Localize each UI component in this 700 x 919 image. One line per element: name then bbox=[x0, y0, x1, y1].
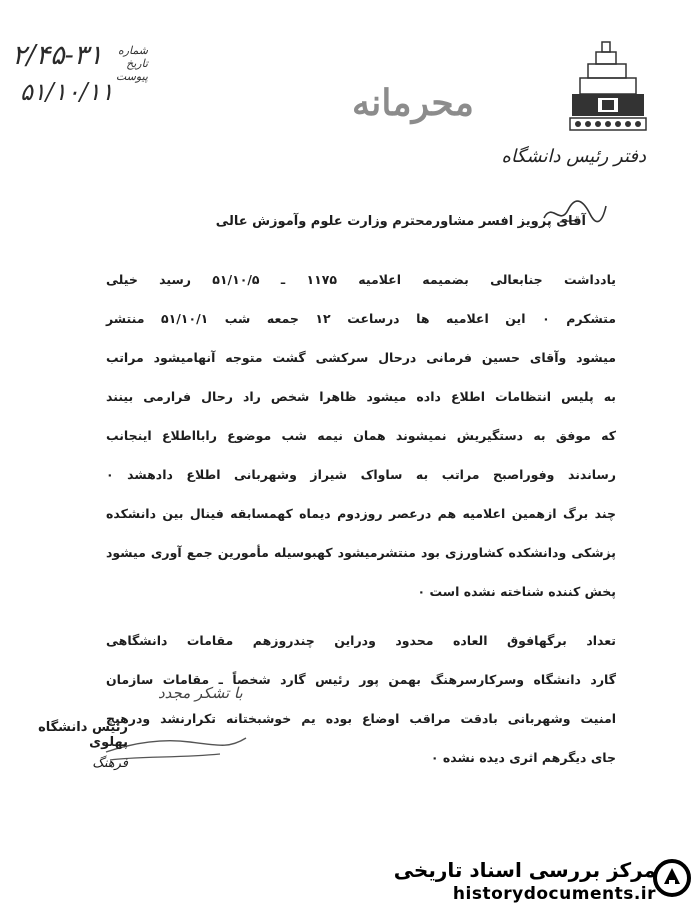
signer-name: فرهنگ bbox=[92, 756, 128, 771]
university-emblem-icon bbox=[568, 40, 648, 132]
office-name: دفتر رئیس دانشگاه bbox=[501, 146, 646, 167]
body-line: متشکرم ۰ این اعلامیه ها درساعت ۱۲ جمعه شب ۵۱/۱۰/۱ منتشر bbox=[106, 311, 617, 326]
body-line: پخش کننده شناخته نشده است ۰ bbox=[417, 584, 616, 599]
body-line: جای دیگرهم اثری دیده نشده ۰ bbox=[430, 750, 616, 765]
body-line: امنیت وشهربانی بادقت مراقب اوضاع بوده یم خوشبختانه تکرارنشد ودرهیچ bbox=[106, 711, 616, 726]
body-line: چند برگ ازهمین اعلامیه هم درعصر روزدوم دیماه کهمسابقه فینال بین دانشکده bbox=[106, 506, 616, 521]
body-line: یادداشت جنابعالی بضمیمه اعلامیه ۱۱۷۵ ـ ۵۱/۱۰/۵ رسید خیلی bbox=[106, 272, 616, 287]
confidential-stamp: محرمانه bbox=[352, 82, 474, 124]
label-date: تاریخ bbox=[126, 57, 148, 70]
body-line: که موفق به دستگیریش نمیشوند همان نیمه شب موضوع رابااطلاع اینجانب bbox=[106, 428, 616, 443]
watermark-title: مرکز بررسی اسناد تاریخی bbox=[393, 858, 656, 882]
signer-block bbox=[38, 720, 128, 771]
body-line: پزشکی ودانشکده کشاورزی بود منتشرمیشود کهبوسیله مأمورین جمع آوری میشود bbox=[106, 545, 616, 560]
watermark-url: historydocuments.ir bbox=[452, 884, 656, 904]
archive-logo-icon bbox=[652, 858, 692, 898]
body-line: میشود وآقای حسین فرمانی درحال سرکشی گشت متوجه آنهامیشود مراتب bbox=[106, 350, 616, 365]
body-line: رساندند وفوراصبح مراتب به ساواک شیراز وشهربانی اطلاع دادهشد ۰ bbox=[106, 467, 616, 482]
paragraph-1 bbox=[106, 260, 616, 611]
reference-number: ۲/۴۵-۳۱ bbox=[12, 40, 103, 71]
signer-title: رئیس دانشگاه پهلوی bbox=[38, 720, 128, 750]
body-line: به پلیس انتظامات اطلاع داده میشود ظاهرا شخص راد رحال فرارمی بینند bbox=[106, 389, 616, 404]
body-line: گارد دانشگاه وسرکارسرهنگ بهمن پور رئیس گارد شخصاً ـ مقامات سازمان bbox=[106, 672, 616, 687]
body-line: تعداد برگهافوق العاده محدود ودراین چندروزهم مقامات دانشگاهی bbox=[106, 633, 616, 648]
addressee-line: آقای پرویز افسر مشاورمحترم وزارت علوم وآموزش عالی bbox=[215, 214, 586, 229]
label-number: شماره bbox=[117, 44, 148, 57]
label-attachment: پیوست bbox=[115, 70, 148, 83]
closing-handwritten: با تشکر مجدد bbox=[158, 684, 243, 702]
reference-date: ۵۱/۱۰/۱۱ bbox=[20, 78, 114, 106]
archive-watermark bbox=[394, 858, 656, 904]
reference-labels bbox=[100, 44, 148, 83]
